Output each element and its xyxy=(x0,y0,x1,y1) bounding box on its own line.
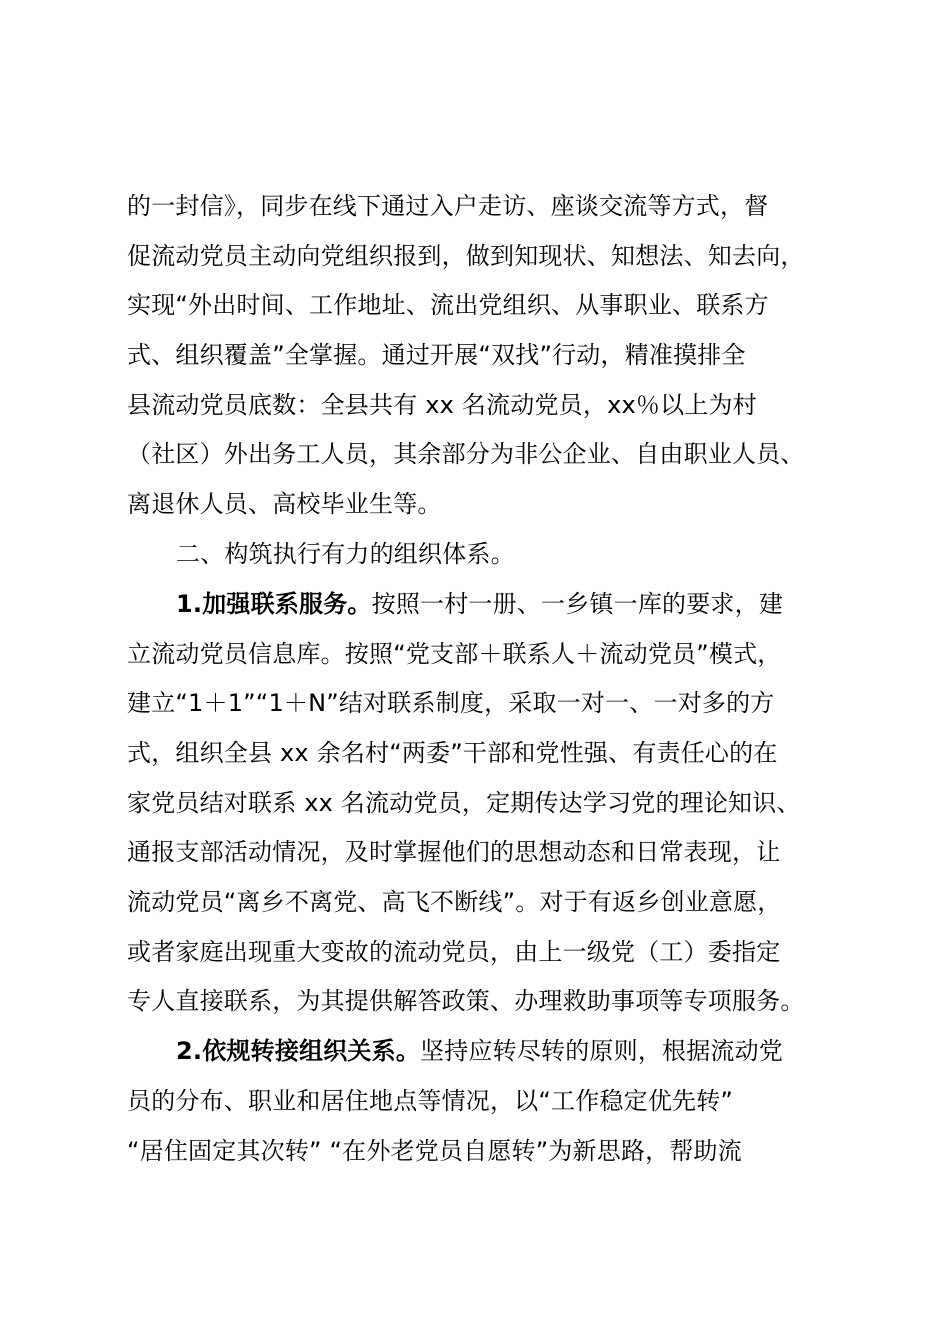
paragraph-line: 流动党员“离乡不离党、高飞不断线”。对于有返乡创业意愿， xyxy=(127,888,782,916)
paragraph-line: 通报支部活动情况，及时掌握他们的思想动态和日常表现，让 xyxy=(127,838,781,866)
paragraph-line: 县流动党员底数：全县共有 xx 名流动党员，xx％以上为村 xyxy=(127,391,757,419)
paragraph-line: 离退休人员、高校毕业生等。 xyxy=(127,490,442,518)
item-text: 按照一村一册、一乡镇一库的要求，建 xyxy=(371,590,784,618)
paragraph-line: 建立“1＋1”“1＋N”结对联系制度，采取一对一、一对多的方 xyxy=(127,689,775,717)
paragraph-line: 立流动党员信息库。按照“党支部＋联系人＋流动党员”模式， xyxy=(127,640,782,668)
section-heading: 二、构筑执行有力的组织体系。 xyxy=(176,540,515,568)
item-first-line xyxy=(176,1034,783,1068)
paragraph-line: “居住固定其次转” “在外老党员自愿转”为新思路，帮助流 xyxy=(127,1137,742,1165)
paragraph-line: 家党员结对联系 xx 名流动党员，定期传达学习党的理论知识、 xyxy=(127,789,801,817)
paragraph-line: 的一封信》，同步在线下通过入户走访、座谈交流等方式，督 xyxy=(127,192,769,220)
paragraph-line: 专人直接联系，为其提供解答政策、办理救助事项等专项服务。 xyxy=(127,987,805,1015)
paragraph-line: 式、组织覆盖”全掌握。通过开展“双找”行动，精准摸排全 xyxy=(127,341,746,369)
paragraph-line: 式，组织全县 xx 余名村“两委”干部和党性强、有责任心的在 xyxy=(127,739,778,767)
item-text: 坚持应转尽转的原则，根据流动党 xyxy=(420,1037,784,1065)
paragraph-line: （社区）外出务工人员，其余部分为非公企业、自由职业人员、 xyxy=(127,440,805,468)
paragraph-line: 促流动党员主动向党组织报到，做到知现状、知想法、知去向， xyxy=(127,242,805,270)
item-first-line xyxy=(176,587,783,621)
item-title: 2.依规转接组织关系。 xyxy=(176,1037,421,1065)
paragraph-line: 实现“外出时间、工作地址、流出党组织、从事职业、联系方 xyxy=(127,291,769,319)
paragraph-line: 员的分布、职业和居住地点等情况，以“工作稳定优先转” xyxy=(127,1087,734,1115)
item-title: 1.加强联系服务。 xyxy=(176,590,372,618)
paragraph-line: 或者家庭出现重大变故的流动党员，由上一级党（工）委指定 xyxy=(127,938,781,966)
